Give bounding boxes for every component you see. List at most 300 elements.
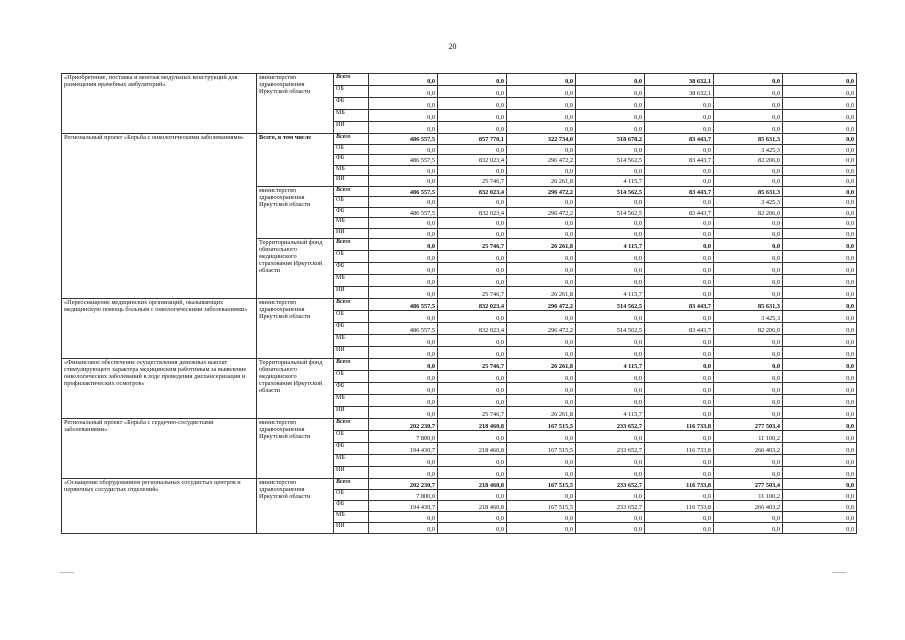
amount-cell: 0,0 <box>369 371 438 383</box>
amount-cell: 0,0 <box>783 186 857 197</box>
amount-cell: 0,0 <box>369 122 438 134</box>
amount-cell: 857 770,1 <box>438 134 507 145</box>
amount-cell: 0,0 <box>576 371 645 383</box>
amount-cell: 0,0 <box>369 98 438 110</box>
amount-cell: 26 261,8 <box>507 239 576 251</box>
amount-cell: 0,0 <box>783 501 857 512</box>
amount-cell: 82 206,0 <box>714 323 783 335</box>
amount-cell: 832 023,4 <box>438 186 507 197</box>
funding-source: ФБ <box>334 263 369 275</box>
amount-cell: 0,0 <box>438 165 507 176</box>
amount-cell: 0,0 <box>645 176 714 187</box>
amount-cell: 0,0 <box>576 467 645 479</box>
amount-cell: 0,0 <box>438 110 507 122</box>
amount-cell: 0,0 <box>645 523 714 534</box>
amount-cell: 25 746,7 <box>438 239 507 251</box>
amount-cell: 0,0 <box>576 251 645 263</box>
amount-cell: 0,0 <box>783 512 857 523</box>
amount-cell: 0,0 <box>783 207 857 218</box>
amount-cell: 0,0 <box>369 455 438 467</box>
amount-cell: 0,0 <box>645 371 714 383</box>
amount-cell: 486 557,5 <box>369 155 438 166</box>
funding-source: МБ <box>334 275 369 287</box>
amount-cell: 116 733,8 <box>645 443 714 455</box>
amount-cell: 296 472,2 <box>507 186 576 197</box>
amount-cell: 0,0 <box>438 74 507 86</box>
amount-cell: 0,0 <box>714 122 783 134</box>
amount-cell: 296 472,2 <box>507 299 576 311</box>
amount-cell: 0,0 <box>576 347 645 359</box>
amount-cell: 0,0 <box>438 335 507 347</box>
amount-cell: 0,0 <box>645 383 714 395</box>
amount-cell: 0,0 <box>507 490 576 501</box>
amount-cell: 0,0 <box>507 275 576 287</box>
amount-cell: 4 115,7 <box>576 176 645 187</box>
amount-cell: 0,0 <box>645 98 714 110</box>
amount-cell: 7 800,0 <box>369 431 438 443</box>
amount-cell: 0,0 <box>714 512 783 523</box>
funding-source: ФБ <box>334 207 369 218</box>
funding-source: Всего <box>334 74 369 86</box>
amount-cell: 0,0 <box>507 467 576 479</box>
amount-cell: 0,0 <box>645 311 714 323</box>
amount-cell: 0,0 <box>576 395 645 407</box>
amount-cell: 0,0 <box>783 275 857 287</box>
amount-cell: 218 460,8 <box>438 443 507 455</box>
amount-cell: 0,0 <box>507 86 576 98</box>
amount-cell: 0,0 <box>438 467 507 479</box>
amount-cell: 0,0 <box>645 122 714 134</box>
amount-cell: 167 515,5 <box>507 501 576 512</box>
amount-cell: 0,0 <box>714 359 783 371</box>
amount-cell: 266 403,2 <box>714 443 783 455</box>
amount-cell: 0,0 <box>645 490 714 501</box>
amount-cell: 0,0 <box>783 299 857 311</box>
amount-cell: 7 800,0 <box>369 490 438 501</box>
amount-cell: 233 652,7 <box>576 443 645 455</box>
funding-source: ИИ <box>334 122 369 134</box>
funding-source: Всего <box>334 134 369 145</box>
amount-cell: 0,0 <box>783 371 857 383</box>
funding-source: МБ <box>334 455 369 467</box>
funding-source: ОБ <box>334 311 369 323</box>
amount-cell: 0,0 <box>576 335 645 347</box>
amount-cell: 83 443,7 <box>645 186 714 197</box>
amount-cell: 0,0 <box>645 144 714 155</box>
funding-source: ОБ <box>334 371 369 383</box>
amount-cell: 0,0 <box>576 311 645 323</box>
funding-source: МБ <box>334 512 369 523</box>
funding-source: ФБ <box>334 155 369 166</box>
amount-cell: 0,0 <box>714 110 783 122</box>
amount-cell: 0,0 <box>645 347 714 359</box>
amount-cell: 0,0 <box>783 144 857 155</box>
amount-cell: 0,0 <box>783 110 857 122</box>
amount-cell: 4 115,7 <box>576 407 645 419</box>
amount-cell: 0,0 <box>438 251 507 263</box>
amount-cell: 83 443,7 <box>645 207 714 218</box>
amount-cell: 0,0 <box>783 419 857 431</box>
table-row <box>62 299 857 311</box>
amount-cell: 167 515,5 <box>507 419 576 431</box>
amount-cell: 0,0 <box>645 228 714 239</box>
amount-cell: 0,0 <box>645 275 714 287</box>
amount-cell: 0,0 <box>438 144 507 155</box>
responsible-executor: министерство здравоохранения Иркутской области <box>257 74 334 134</box>
amount-cell: 202 230,7 <box>369 479 438 490</box>
funding-source: Всего <box>334 419 369 431</box>
funding-source: ОБ <box>334 144 369 155</box>
amount-cell: 0,0 <box>369 311 438 323</box>
measure-description: Региональный проект «Борьба с сердечно-сосудистыми заболеваниями» <box>62 419 257 479</box>
amount-cell: 83 443,7 <box>645 323 714 335</box>
amount-cell: 25 746,7 <box>438 359 507 371</box>
amount-cell: 0,0 <box>369 275 438 287</box>
funding-source: ОБ <box>334 86 369 98</box>
funding-source: ИИ <box>334 176 369 187</box>
amount-cell: 82 206,0 <box>714 155 783 166</box>
amount-cell: 0,0 <box>783 218 857 229</box>
amount-cell: 0,0 <box>507 122 576 134</box>
amount-cell: 832 023,4 <box>438 323 507 335</box>
amount-cell: 0,0 <box>369 287 438 299</box>
amount-cell: 0,0 <box>576 218 645 229</box>
amount-cell: 0,0 <box>507 347 576 359</box>
amount-cell: 0,0 <box>438 383 507 395</box>
amount-cell: 0,0 <box>783 479 857 490</box>
amount-cell: 0,0 <box>369 395 438 407</box>
amount-cell: 0,0 <box>714 335 783 347</box>
amount-cell: 0,0 <box>369 144 438 155</box>
amount-cell: 0,0 <box>369 86 438 98</box>
amount-cell: 85 631,3 <box>714 186 783 197</box>
amount-cell: 26 261,8 <box>507 176 576 187</box>
amount-cell: 0,0 <box>714 74 783 86</box>
funding-source: МБ <box>334 395 369 407</box>
funding-source: МБ <box>334 335 369 347</box>
amount-cell: 0,0 <box>369 383 438 395</box>
amount-cell: 82 206,0 <box>714 207 783 218</box>
amount-cell: 0,0 <box>645 218 714 229</box>
amount-cell: 167 515,5 <box>507 443 576 455</box>
amount-cell: 0,0 <box>783 443 857 455</box>
amount-cell: 0,0 <box>438 86 507 98</box>
amount-cell: 296 472,2 <box>507 155 576 166</box>
amount-cell: 4 115,7 <box>576 359 645 371</box>
amount-cell: 486 557,5 <box>369 299 438 311</box>
amount-cell: 0,0 <box>576 98 645 110</box>
amount-cell: 0,0 <box>438 431 507 443</box>
amount-cell: 0,0 <box>576 523 645 534</box>
table-row <box>62 134 857 145</box>
amount-cell: 0,0 <box>714 287 783 299</box>
funding-source: МБ <box>334 218 369 229</box>
amount-cell: 38 632,1 <box>645 74 714 86</box>
amount-cell: 514 562,5 <box>576 186 645 197</box>
amount-cell: 0,0 <box>507 197 576 208</box>
amount-cell: 0,0 <box>576 263 645 275</box>
amount-cell: 0,0 <box>507 431 576 443</box>
amount-cell: 0,0 <box>438 98 507 110</box>
amount-cell: 0,0 <box>369 407 438 419</box>
amount-cell: 0,0 <box>783 407 857 419</box>
amount-cell: 0,0 <box>714 176 783 187</box>
amount-cell: 25 746,7 <box>438 407 507 419</box>
amount-cell: 167 515,5 <box>507 479 576 490</box>
amount-cell: 0,0 <box>369 239 438 251</box>
amount-cell: 0,0 <box>783 251 857 263</box>
amount-cell: 0,0 <box>783 323 857 335</box>
funding-source: ОБ <box>334 431 369 443</box>
amount-cell: 83 443,7 <box>645 299 714 311</box>
amount-cell: 0,0 <box>576 165 645 176</box>
amount-cell: 0,0 <box>645 251 714 263</box>
table-body <box>62 74 857 534</box>
amount-cell: 0,0 <box>783 347 857 359</box>
budget-table <box>61 73 857 534</box>
responsible-executor: министерство здравоохранения Иркутской области <box>257 479 334 534</box>
amount-cell: 0,0 <box>645 165 714 176</box>
amount-cell: 514 562,5 <box>576 299 645 311</box>
amount-cell: 0,0 <box>507 395 576 407</box>
amount-cell: 116 733,8 <box>645 501 714 512</box>
amount-cell: 486 557,5 <box>369 323 438 335</box>
amount-cell: 83 443,7 <box>645 155 714 166</box>
amount-cell: 514 562,5 <box>576 207 645 218</box>
funding-source: ИИ <box>334 523 369 534</box>
amount-cell: 486 557,5 <box>369 134 438 145</box>
amount-cell: 0,0 <box>507 335 576 347</box>
amount-cell: 0,0 <box>714 347 783 359</box>
amount-cell: 0,0 <box>783 98 857 110</box>
amount-cell: 0,0 <box>438 218 507 229</box>
amount-cell: 0,0 <box>783 155 857 166</box>
amount-cell: 0,0 <box>714 86 783 98</box>
amount-cell: 0,0 <box>576 144 645 155</box>
amount-cell: 0,0 <box>576 122 645 134</box>
funding-source: МБ <box>334 110 369 122</box>
funding-source: ОБ <box>334 197 369 208</box>
table-row <box>62 419 857 431</box>
measure-description: «Приобретение, поставка и монтаж модульных конструкций для размещения врачебных амбулаторий» <box>62 74 257 134</box>
amount-cell: 0,0 <box>576 455 645 467</box>
amount-cell: 0,0 <box>507 228 576 239</box>
amount-cell: 0,0 <box>783 197 857 208</box>
funding-source: ФБ <box>334 383 369 395</box>
amount-cell: 11 100,2 <box>714 431 783 443</box>
amount-cell: 0,0 <box>783 122 857 134</box>
amount-cell: 0,0 <box>576 197 645 208</box>
amount-cell: 116 733,8 <box>645 419 714 431</box>
amount-cell: 0,0 <box>576 110 645 122</box>
amount-cell: 0,0 <box>714 395 783 407</box>
funding-source: Всего <box>334 186 369 197</box>
amount-cell: 0,0 <box>369 263 438 275</box>
amount-cell: 0,0 <box>714 407 783 419</box>
amount-cell: 0,0 <box>576 228 645 239</box>
measure-description: Региональный проект «Борьба с онкологическими заболеваниями» <box>62 134 257 299</box>
amount-cell: 266 403,2 <box>714 501 783 512</box>
amount-cell: 0,0 <box>438 523 507 534</box>
funding-source: ФБ <box>334 323 369 335</box>
funding-source: ИИ <box>334 407 369 419</box>
amount-cell: 0,0 <box>714 228 783 239</box>
amount-cell: 0,0 <box>645 455 714 467</box>
amount-cell: 0,0 <box>645 467 714 479</box>
amount-cell: 218 460,8 <box>438 501 507 512</box>
amount-cell: 0,0 <box>783 74 857 86</box>
amount-cell: 0,0 <box>783 490 857 501</box>
responsible-executor: министерство здравоохранения Иркутской области <box>257 186 334 239</box>
amount-cell: 296 472,2 <box>507 323 576 335</box>
amount-cell: 0,0 <box>507 523 576 534</box>
amount-cell: 0,0 <box>369 110 438 122</box>
responsible-executor: Территориальный фонд обязательного медицинского страхования Иркутской области <box>257 239 334 299</box>
amount-cell: 0,0 <box>714 263 783 275</box>
amount-cell: 0,0 <box>507 371 576 383</box>
amount-cell: 0,0 <box>783 395 857 407</box>
amount-cell: 486 557,5 <box>369 207 438 218</box>
amount-cell: 85 631,3 <box>714 134 783 145</box>
amount-cell: 832 023,4 <box>438 207 507 218</box>
amount-cell: 4 115,7 <box>576 287 645 299</box>
amount-cell: 0,0 <box>369 523 438 534</box>
amount-cell: 4 115,7 <box>576 239 645 251</box>
responsible-executor: Всего, в том числе <box>257 134 334 187</box>
amount-cell: 0,0 <box>783 165 857 176</box>
amount-cell: 514 562,5 <box>576 155 645 166</box>
funding-source: ОБ <box>334 251 369 263</box>
funding-source: МБ <box>334 165 369 176</box>
amount-cell: 0,0 <box>507 251 576 263</box>
amount-cell: 3 425,3 <box>714 197 783 208</box>
amount-cell: 0,0 <box>783 228 857 239</box>
amount-cell: 0,0 <box>438 512 507 523</box>
measure-description: «Финансовое обеспечение осуществления денежных выплат стимулирующего характера медицинским работникам за выявление онкологических заболеваний в ходе проведения диспансеризации и профилактических осмотров» <box>62 359 257 419</box>
funding-source: ИИ <box>334 287 369 299</box>
amount-cell: 0,0 <box>576 74 645 86</box>
responsible-executor: Территориальный фонд обязательного медицинского страхования Иркутской области <box>257 359 334 419</box>
amount-cell: 0,0 <box>645 239 714 251</box>
amount-cell: 0,0 <box>369 347 438 359</box>
amount-cell: 0,0 <box>783 359 857 371</box>
amount-cell: 0,0 <box>438 122 507 134</box>
amount-cell: 0,0 <box>783 263 857 275</box>
amount-cell: 0,0 <box>507 144 576 155</box>
amount-cell: 0,0 <box>576 431 645 443</box>
amount-cell: 0,0 <box>438 263 507 275</box>
amount-cell: 0,0 <box>369 218 438 229</box>
funding-source: ФБ <box>334 443 369 455</box>
amount-cell: 277 503,4 <box>714 479 783 490</box>
amount-cell: 0,0 <box>714 275 783 287</box>
amount-cell: 3 425,3 <box>714 144 783 155</box>
amount-cell: 0,0 <box>714 218 783 229</box>
amount-cell: 832 023,4 <box>438 299 507 311</box>
amount-cell: 0,0 <box>507 311 576 323</box>
amount-cell: 0,0 <box>783 134 857 145</box>
funding-source: Всего <box>334 239 369 251</box>
amount-cell: 832 023,4 <box>438 155 507 166</box>
amount-cell: 0,0 <box>783 467 857 479</box>
amount-cell: 0,0 <box>714 239 783 251</box>
funding-source: ОБ <box>334 490 369 501</box>
amount-cell: 0,0 <box>783 383 857 395</box>
responsible-executor: министерство здравоохранения Иркутской области <box>257 299 334 359</box>
amount-cell: 0,0 <box>645 197 714 208</box>
amount-cell: 0,0 <box>783 287 857 299</box>
page-edge-mark <box>832 572 846 573</box>
amount-cell: 83 443,7 <box>645 134 714 145</box>
amount-cell: 11 100,2 <box>714 490 783 501</box>
amount-cell: 0,0 <box>714 251 783 263</box>
measure-description: «Переоснащение медицинских организаций, оказывающих медицинскую помощь больным с онкологическими заболеваниями» <box>62 299 257 359</box>
amount-cell: 0,0 <box>645 395 714 407</box>
amount-cell: 0,0 <box>576 490 645 501</box>
amount-cell: 233 652,7 <box>576 501 645 512</box>
amount-cell: 0,0 <box>507 512 576 523</box>
amount-cell: 0,0 <box>714 98 783 110</box>
amount-cell: 0,0 <box>438 228 507 239</box>
amount-cell: 25 746,7 <box>438 176 507 187</box>
amount-cell: 0,0 <box>645 287 714 299</box>
amount-cell: 0,0 <box>645 407 714 419</box>
amount-cell: 0,0 <box>783 176 857 187</box>
amount-cell: 0,0 <box>438 311 507 323</box>
amount-cell: 0,0 <box>783 455 857 467</box>
amount-cell: 0,0 <box>369 359 438 371</box>
amount-cell: 0,0 <box>438 197 507 208</box>
amount-cell: 0,0 <box>783 523 857 534</box>
amount-cell: 296 472,2 <box>507 207 576 218</box>
amount-cell: 202 230,7 <box>369 419 438 431</box>
amount-cell: 0,0 <box>369 176 438 187</box>
amount-cell: 0,0 <box>714 371 783 383</box>
amount-cell: 0,0 <box>438 275 507 287</box>
amount-cell: 0,0 <box>645 512 714 523</box>
amount-cell: 0,0 <box>714 165 783 176</box>
amount-cell: 0,0 <box>507 74 576 86</box>
amount-cell: 0,0 <box>369 335 438 347</box>
amount-cell: 0,0 <box>576 383 645 395</box>
amount-cell: 0,0 <box>369 467 438 479</box>
amount-cell: 0,0 <box>714 523 783 534</box>
amount-cell: 218 460,8 <box>438 419 507 431</box>
amount-cell: 0,0 <box>645 431 714 443</box>
amount-cell: 0,0 <box>645 335 714 347</box>
amount-cell: 0,0 <box>645 110 714 122</box>
amount-cell: 0,0 <box>507 383 576 395</box>
amount-cell: 233 652,7 <box>576 419 645 431</box>
amount-cell: 85 631,3 <box>714 299 783 311</box>
amount-cell: 0,0 <box>369 251 438 263</box>
amount-cell: 0,0 <box>576 275 645 287</box>
amount-cell: 0,0 <box>783 86 857 98</box>
amount-cell: 0,0 <box>507 263 576 275</box>
funding-source: Всего <box>334 359 369 371</box>
amount-cell: 26 261,8 <box>507 359 576 371</box>
amount-cell: 0,0 <box>507 165 576 176</box>
amount-cell: 0,0 <box>714 455 783 467</box>
amount-cell: 38 632,1 <box>645 86 714 98</box>
amount-cell: 233 652,7 <box>576 479 645 490</box>
funding-source: ФБ <box>334 98 369 110</box>
measure-description: «Оснащение оборудованием региональных сосудистых центров и первичных сосудистых отделений» <box>62 479 257 534</box>
page-edge-mark <box>60 572 74 573</box>
amount-cell: 0,0 <box>369 197 438 208</box>
amount-cell: 0,0 <box>783 431 857 443</box>
amount-cell: 518 678,2 <box>576 134 645 145</box>
